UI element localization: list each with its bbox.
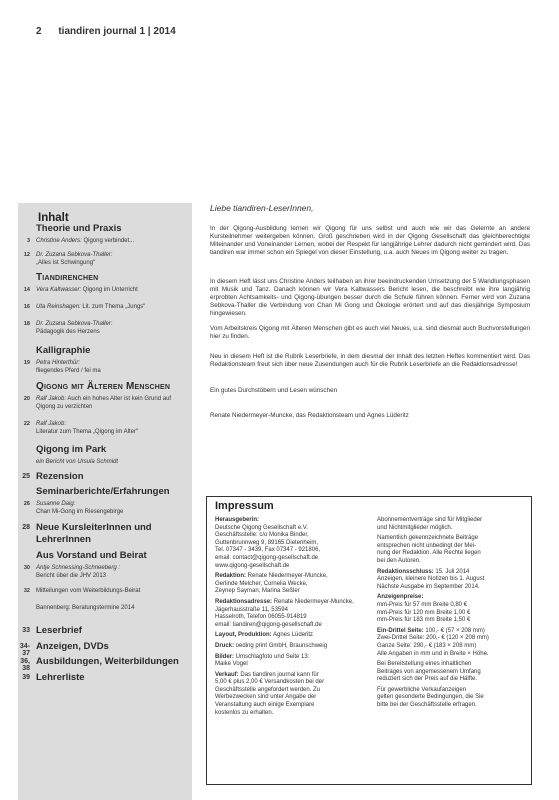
toc-entry-title: Qigong im Unterricht — [81, 287, 138, 293]
letter-paragraph: In diesem Heft lässt uns Christine Anders teilhaben an ihrer beeindruckenden Umsetzung der 5 Wandlungsphasen mit Musik und Tanz. Danach können wir Vera Kaltwassers Bericht lesen, die beschreibt wie ihre langjährig erprobten Achtsamkeits- und Qigong-übungen besser durch die Schule führen können. Ferner wird von Zuzana Sebkova-Thaller die Verbindung von Chan Mi Gong und Ökologie erörtert und auf das diesjährige Symposium hingewiesen. — [210, 278, 530, 318]
toc-entry-text — [36, 604, 188, 612]
toc-entry-title: Lit. zum Thema „Jungs“ — [80, 304, 146, 310]
impressum-label: Redaktionsschluss: — [377, 568, 434, 575]
toc-page-number: 3 — [26, 238, 30, 244]
toc-section-title: Seminarberichte/Erfahrungen — [36, 486, 170, 497]
toc-entry-title: Auch ein hohes Alter ist kein Grund auf Qigong zu verzichten — [36, 396, 172, 410]
toc-entry-title: „Alles ist Schwingung“ — [36, 260, 96, 266]
toc-entry-title: Mitteilungen vom Weiterbildungs-Beirat — [36, 588, 141, 594]
impressum-commercial: Für gewerbliche Verkaufanzeigen gelten gesonderte Bedingungen, die Sie bitte bei der Geschäftsstelle erfragen. — [377, 686, 484, 709]
toc-entry-title: Bericht über die JHV 2013 — [36, 573, 107, 579]
toc-section-title: Lehrerliste — [36, 672, 85, 683]
toc-page-number: 30 — [23, 565, 30, 571]
toc-page-number: 33 — [22, 627, 30, 634]
toc-entry-text — [36, 251, 188, 267]
toc-section-title: Ausbildungen, Weiterbildungen — [36, 656, 179, 667]
toc-entry-author: Dr. Zuzana Sebkova-Thaller: — [36, 321, 113, 327]
toc-entry-title: Pädagogik des Herzens — [36, 329, 100, 335]
toc-entry-title: Literatur zum Thema „Qigong im Alter“ — [36, 429, 138, 435]
toc-page-number: 28 — [22, 524, 30, 531]
toc-entry-text — [36, 359, 188, 375]
impressum-images: Bilder: Umschlagfoto und Seite 13: Maike Vogel — [215, 653, 310, 668]
toc-section-title: Kalligraphie — [36, 345, 91, 356]
page-header — [36, 26, 176, 37]
toc-page-number: 25 — [22, 473, 30, 480]
toc-entry-text — [36, 320, 188, 336]
toc-page-number: 20 — [23, 396, 30, 402]
letter-signature: Renate Niedermeyer-Muncke, das Redaktionsteam und Agnes Lüderitz — [210, 412, 409, 419]
impressum-left-column — [215, 517, 367, 720]
toc-section-title: LehrerInnen — [36, 534, 91, 545]
impressum-label: Layout, Produktion: — [215, 632, 272, 639]
impressum-editorial: Redaktion: Renate Niedermeyer-Muncke, Gerlinde Melcher, Cornelia Wecke, Zeynep Sayman, Marina Seßler — [215, 573, 328, 595]
toc-entry-author: Petra Hinterthür: — [36, 360, 81, 366]
toc-section-title: Neue KursleiterInnen und — [36, 522, 152, 533]
letter-paragraph: Ein gutes Durchstöbern und Lesen wünschen — [210, 387, 338, 394]
impressum-print: Druck: oeding print GmbH, Braunschweig — [215, 642, 328, 649]
impressum-page-prices: Ein-Drittel Seite: 100,- € (57 × 208 mm) Zwei-Drittel Seite: 200,- € (120 × 208 mm) Ganze Seite: 290,- € (183 × 208 mm) Alle Angaben in mm und in Breite × Höhe. — [377, 627, 489, 657]
toc-entry-text — [36, 587, 188, 595]
impressum-deadline: Redaktionsschluss: 15. Juli 2014 Anzeigen, kleinere Notizen bis 1. August Nächste Ausgabe im September 2014. — [377, 568, 485, 590]
impressum-layout: Layout, Produktion: Agnes Lüderitz — [215, 632, 314, 639]
toc-entry-author: Vera Kaltwasser: — [36, 287, 82, 293]
impressum-editorial-address: Redaktionsadresse: Renate Niedermeyer-Muncke, Jägerhausstraße 11, 53594 Hasselroth, Telefon 06055-914819 email: tiandiren@qigong-gesellschaft.de — [215, 598, 354, 628]
letter-paragraph: In der Qigong-Ausbildung lernen wir Qigong für uns selbst und auch wie wir das Gelernte an andere Kursteilnehmer weitergeben können. Groß geschrieben wird in der Qigong Gesellschaft das gleichberechtigte Miteinander und Voneinander Lernen, wobei der Respekt für langjährige Lehrer dadurch nicht gemindert wird. Das tiandiren war immer schon ein Spiegel von dieser Einstellung, u.a. auch Neues im Qigong weiter zu tragen. — [210, 225, 530, 257]
toc-section-title: Anzeigen, DVDs — [36, 641, 109, 652]
letter-paragraph: Neu in diesem Heft ist die Rubrik Leserbriefe, in dem diesmal der Inhalt des letzten Heftes kommentiert wird. Das Redaktionsteam freut sich über neue Zusendungen auch für die Rubrik Leserbriefe an die Redaktionsadresse! — [210, 353, 530, 369]
impressum-label: Verkauf: — [215, 671, 239, 678]
toc-entry-text — [36, 286, 188, 294]
toc-entry-author: Susanne Daig: — [36, 501, 76, 507]
journal-title: tiandiren journal 1 | 2014 — [58, 26, 176, 37]
toc-section-title: Tiandirenchen — [36, 272, 99, 283]
toc-entry-title: Chan Mi-Gong im Riesengebirge — [36, 509, 124, 515]
toc-page-number: 26 — [23, 501, 30, 507]
toc-entry-title: Bannenberg: Beratungstermine 2014 — [36, 605, 135, 611]
impressum-discount: Bei Bereitstellung eines inhaltlichen Beitrages von angemessenem Umfang reduziert sich der Preis auf die Hälfte. — [377, 661, 481, 683]
impressum-publisher: Herausgeberin: Deutsche Qigong Gesellschaft e.V. Geschäftsstelle: c/o Monika Binder, Guttenbrunnweg 9, 89165 Dietenheim, Tel. 07347 - 3439, Fax 07347 - 921806, email: contact@qigong-gesellschaft.de www.qigong-gesellschaft.de — [215, 517, 321, 569]
impressum-label: Redaktionsadresse: — [215, 598, 273, 605]
toc-entry-text — [36, 564, 188, 580]
toc-section-title: Leserbrief — [36, 625, 82, 636]
toc-entry-text — [36, 420, 188, 436]
toc-entry-title: ein Bericht von Ursula Schmidt — [36, 459, 119, 465]
letter-paragraph: Vom Arbeitskreis Qigong mit Älteren Menschen gibt es auch viel Neues, u.a. sind diesmal auch Buchvorstellungen hier zu finden. — [210, 325, 530, 341]
toc-page-number: 34-37 — [19, 643, 30, 657]
toc-entry-title: fliegendes Pferd / fei ma — [36, 368, 101, 374]
impressum-label: Bilder: — [215, 653, 235, 660]
toc-entry-author: Dr. Zuzana Sebkova-Thaller: — [36, 252, 113, 258]
impressum-label: Herausgeberin: — [215, 517, 260, 523]
toc-entry-title: Qigong verbindet... — [81, 238, 135, 244]
toc-page-number: 18 — [23, 321, 30, 327]
letter-greeting: Liebe tiandiren-LeserInnen, — [210, 203, 314, 213]
impressum-rights: Namentlich gekennzeichnete Beiträge entsprechen nicht unbedingt der Mei- nung der Redaktion. Alle Rechte liegen bei den Autoren. — [377, 535, 481, 564]
toc-entry-author: Uta Reinshagen: — [36, 304, 81, 310]
toc-entry-text — [36, 237, 188, 245]
impressum-subscription: Abonnementverträge sind für Mitglieder und Nichtmitglieder möglich. — [377, 517, 483, 531]
toc-page-number: 32 — [23, 588, 30, 594]
page-number: 2 — [36, 26, 42, 37]
impressum-sales: Verkauf: Das tiandiren journal kann für 5,00 € plus 2,00 € Versandkosten bei der Geschäftsstelle angefordert werden. Zu Werbezwecken sind unter Angabe der Veranstaltung auch einige Exemplare kostenlos zu erhalten. — [215, 671, 325, 716]
toc-page-number: 36, 38 — [20, 658, 30, 672]
toc-section-title: Qigong im Park — [36, 444, 107, 455]
toc-page-number: 16 — [23, 304, 30, 310]
toc-page-number: 22 — [23, 421, 30, 427]
toc-section-title: Aus Vorstand und Beirat — [36, 550, 147, 561]
impressum-title: Impressum — [215, 500, 274, 512]
toc-entry-text — [36, 303, 188, 311]
toc-entry-text — [36, 500, 188, 516]
toc-entry-author: Antje Schnessing-Schneeberg : — [36, 565, 121, 571]
impressum-label: Redaktion: — [215, 573, 247, 580]
impressum-label: Ein-Drittel Seite: — [377, 627, 424, 634]
toc-page-number: 14 — [23, 287, 30, 293]
toc-entry-author: Christine Anders: — [36, 238, 82, 244]
toc-page-number: 19 — [23, 360, 30, 366]
toc-entry-text — [36, 395, 188, 411]
toc-page-number: 39 — [22, 674, 30, 681]
impressum-box — [206, 496, 532, 785]
toc-page-number: 12 — [23, 252, 30, 258]
toc-section-title: Rezension — [36, 471, 84, 482]
toc-entry-author: Ralf Jakob: — [36, 421, 67, 427]
toc-entry-text — [36, 458, 188, 466]
toc-title: Inhalt — [38, 212, 69, 224]
impressum-label: Anzeigenpreise: — [377, 594, 424, 601]
table-of-contents — [18, 203, 192, 800]
impressum-label: Druck: — [215, 642, 235, 649]
impressum-ad-prices: Anzeigenpreise: mm-Preis für 57 mm Breite 0,80 € mm-Preis für 120 mm Breite 1,00 € mm-Preis für 183 mm Breite 1,50 € — [377, 594, 471, 624]
toc-entry-author: Ralf Jakob: — [36, 396, 67, 402]
toc-section-title: Theorie und Praxis — [36, 223, 122, 234]
impressum-right-column — [377, 517, 525, 713]
toc-section-title: Qigong mit Älteren Menschen — [36, 381, 171, 392]
